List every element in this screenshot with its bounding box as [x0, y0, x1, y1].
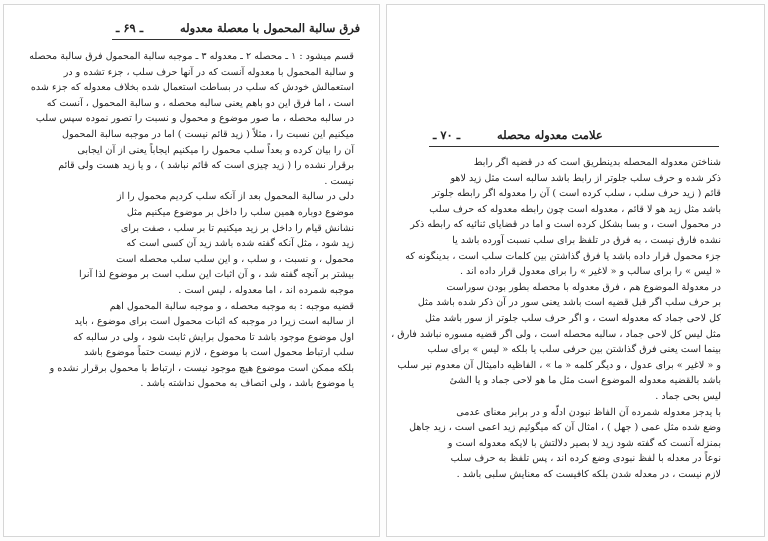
- right-page-header: [387, 128, 764, 146]
- text-line: بمنزله آنست که گفته شود زید لا بصیر دلالتش با لایکه معدوله است و: [447, 437, 721, 449]
- text-line: لیس بحی جماد .: [655, 390, 721, 402]
- text-line: قضیه موجبه : به موجبه محصله ، و موجبه سالبة المحمول اهم: [109, 300, 354, 312]
- text-line: از سالبه است زیرا در موجبه که اثبات محمول است برای موضوع ، باید: [74, 316, 354, 328]
- left-header-rule: [112, 39, 350, 40]
- text-line: در سالبه محصله ، ما صور موضوع و محمول و نسبت را تصور نموده سپس سلب: [35, 113, 354, 125]
- right-page-number: ـ ۷۰ ـ: [433, 128, 461, 142]
- text-line: بیشتر بر آنچه گفته شد ، و آن اثبات این سلب است بر موضوع لذا آنرا: [78, 269, 354, 281]
- text-line: برقرار نشده را ( زید چیزی است که قائم نباشد ) ، و یا زید هست ولی قائم: [58, 160, 354, 172]
- text-line: و « لاغیر » برای عدول ، و دیگر کلمه « ما » ، الفاظیه دامیثال آن معدوم نیر سلب: [397, 359, 721, 371]
- text-line: آن را بیان کرده و بعداً سلب محمول را میکنیم ایجاباً یعنی از آن ایجابی: [77, 144, 354, 156]
- text-line: باشد بالقضیه معدوله الموضوع است مثل ما هو لاحی جماد و یا الشئ: [449, 375, 721, 387]
- right-header-rule: [429, 146, 719, 147]
- text-line: استعمالش خودش که سلب در بساطت استعمال شده بخلاف معدوله که جزء شده: [30, 82, 354, 94]
- text-line: است ، اما فرق این دو باهم یعنی سالبه محصله ، و سالبة المحمول ، آنست که: [46, 97, 354, 109]
- left-page: [4, 5, 379, 536]
- text-line: موجبه شمرده اند ، اما معدوله ، لیس است .: [178, 284, 354, 296]
- text-line: نوعاً در معدله با لفظ نبودی وضع کرده اند ، پس تلفظ به حرف سلب: [450, 453, 721, 465]
- text-line: نشانش قیام را داخل بر زید میکنیم تا بر سلب ، صفت برای: [120, 222, 354, 234]
- text-line: « لیس » را برای سالب و « لاغیر » را برای معدول قرار داده اند .: [459, 266, 721, 278]
- right-page-body: [391, 155, 721, 482]
- text-line: نشده فارق نیست ، به فرق در تلفظ برای سلب نسبت آورده باشد یا: [452, 234, 721, 246]
- text-line: قسم میشود : ۱ ـ محصله ۲ ـ معدوله ۳ ـ موجبه سالبة المحمول فرق سالبة محصله: [29, 51, 354, 62]
- text-line: کل لاحی جماد که معدوله است ، و اگر حرف سلب جلوتر از سور باشد مثل: [425, 312, 721, 324]
- text-line: وضع شده مثل عمی ( جهل ) ، امثال آن که میگوئیم زید اعمی است ، زید جاهل: [409, 422, 721, 434]
- text-line: جزء محمول قرار داده باشد یا فرق گذاشتن بین کلمات سلب است ، بدینگونه که: [405, 250, 721, 262]
- text-line: لازم نیست ، در معدله شدن بلکه کافیست که معنایش سلبی باشد .: [456, 468, 721, 480]
- left-page-number: ـ ۶۹ ـ: [116, 21, 144, 35]
- text-line: باشد مثل زید هو لا قائم ، معدوله است چون رابطه معدوله که حرف سلب: [429, 203, 721, 215]
- text-line: سلب ارتباط محمول است با موضوع ، لازم نیست حتماً موضوع باشد: [84, 347, 354, 359]
- text-line: زید شود ، مثل آنکه گفته شده باشد زید آن کسی است که: [126, 238, 354, 250]
- right-page: [387, 5, 764, 536]
- text-line: در معدولة الموضوع هم ، فرق معدوله با محصله بطور بودن سوراست: [446, 281, 721, 293]
- text-line: موضوع دوباره همین سلب را داخل بر موضوع میکنیم مثل: [126, 206, 354, 218]
- text-line: اول موضوع موجود باشد تا محمول برایش ثابت شود ، ولی در سالبه که: [73, 331, 354, 343]
- text-line: بلکه ممکن است موضوع هیچ موجود نیست ، ارتباط با محمول برقرار نشده و: [49, 362, 354, 374]
- left-page-body: [29, 49, 354, 392]
- right-page-header-title: علامت معدوله محصله: [497, 128, 603, 142]
- text-line: محمول ، و نسبت ، و سلب ، و این سلب سلب محصله است: [116, 253, 354, 265]
- text-line: دلی در سالبة المحمول بعد از آنکه سلب کردیم محمول را از: [116, 191, 354, 203]
- text-line: بر حرف سلب اگر قبل قضیه است باشد یعنی سور در آن ذکر شده باشد مثل: [417, 297, 721, 309]
- text-line: یا موضوع باشد ، ولی اتصاف به محمول نداشته باشد .: [140, 378, 354, 390]
- text-line: و سالبة المحمول با معدوله آنست که در آنها حرف سلب ، جزء تشده و در: [63, 66, 354, 78]
- text-line: قائم ( زید حرف سلب ، سلب کرده است ) آن را معدوله اگر رابطه جلوتر: [432, 188, 721, 200]
- left-page-header-title: فرق سالبة المحمول با معصلة معدوله: [180, 21, 361, 35]
- left-page-header: [4, 21, 379, 39]
- text-line: با یدجز معدوله شمرده آن الفاظ نبودن ادلّه و در برابر معنای عدمی: [456, 406, 721, 418]
- text-line: مثل لیس کل لاحی جماد ، سالبه محصله است ، ولی اگر قضیه مسوره نباشد فارق ،: [391, 328, 721, 340]
- text-line: میکنیم این نسبت را ، مثلاً ( زید قائم نیست ) اما در موجبه سالبة المحمول: [62, 128, 354, 140]
- text-line: شناختن معدوله المحصله بدینطریق است که در قضیه اگر رابط: [473, 157, 721, 168]
- text-line: بینما است یعنی فرق گذاشتن بین حرفی سلب یا بلکه « لیس » برای سلب: [427, 344, 721, 356]
- text-line: در محمول است ، و بسا بشکل کرده است و اما در قضایای ثنائیه که رابطه ذکر: [410, 219, 721, 231]
- text-line: ذکر شده و حرف سلب جلوتر از رابط باشد سالبه است مثل زید لاهو: [450, 172, 721, 184]
- text-line: نیست .: [324, 175, 354, 187]
